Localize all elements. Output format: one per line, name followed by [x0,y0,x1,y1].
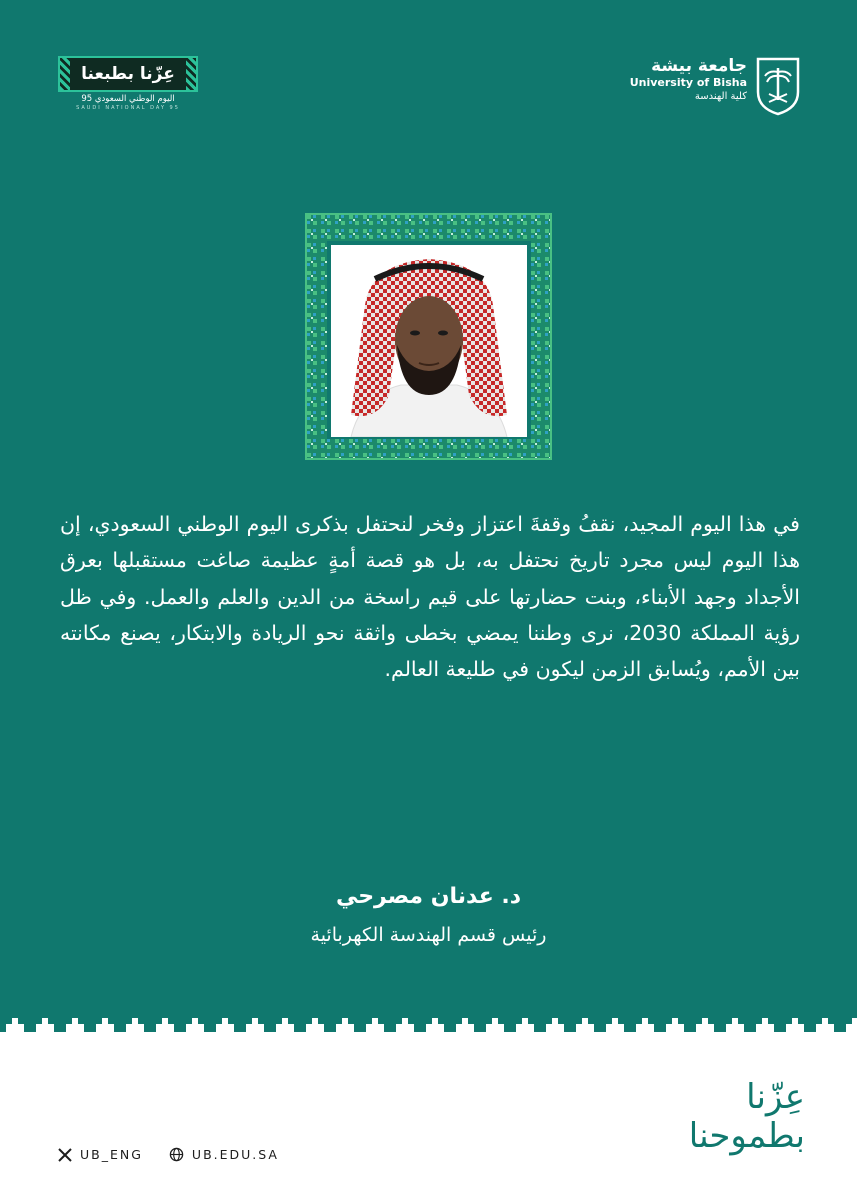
social-links [58,1147,279,1162]
badge-subtitle: اليوم الوطني السعودي 95 [81,94,175,104]
university-name-ar: جامعة بيشة [651,56,747,76]
badge-title: عِزّنا بطبعنا [81,64,175,84]
x-logo-icon [58,1148,72,1162]
x-handle: UB_ENG [80,1147,143,1162]
university-logo-text [630,56,747,104]
slogan-line-1: عِزّنا [746,1077,805,1117]
national-day-message: في هذا اليوم المجيد، نقفُ وقفةَ اعتزاز وفخر لنحتفل بذكرى اليوم الوطني السعودي، إن هذا اليوم ليس مجرد تاريخ نحتفل به، بل هو قصة أمةٍ عظيمة صاغت مستقبلها بعرق الأجداد وجهد الأبناء، وبنت حضارتها على قيم راسخة من الدين والعلم والعمل. وفي ظل رؤية المملكة 2030، نرى وطننا يمضي بخطى واثقة نحو الريادة والابتكار، يصنع مكانته بين الأمم، ويُسابق الزمن ليكون في طليعة العالم. [60,512,800,682]
website-url: UB.EDU.SA [191,1147,279,1162]
x-account-link[interactable] [58,1147,143,1162]
author-title: رئيس قسم الهندسة الكهربائية [310,924,547,946]
slogan-line-2: بطموحنا [688,1116,805,1156]
shield-emblem-icon [755,56,801,116]
badge-box [58,56,198,92]
author-name: د. عدنان مصرحي [335,884,522,909]
website-link[interactable] [169,1147,279,1162]
college-name: كلية الهندسة [694,91,747,102]
university-name-en: University of Bisha [629,76,747,89]
university-logo [630,56,801,116]
badge-english: SAUDI NATIONAL DAY 95 [76,105,180,111]
person-portrait-icon [331,245,527,437]
sadu-border-pattern [0,1018,857,1052]
slogan-logo [625,1078,805,1156]
globe-icon [169,1147,184,1162]
portrait-photo [331,245,527,437]
national-day-badge [58,56,198,111]
